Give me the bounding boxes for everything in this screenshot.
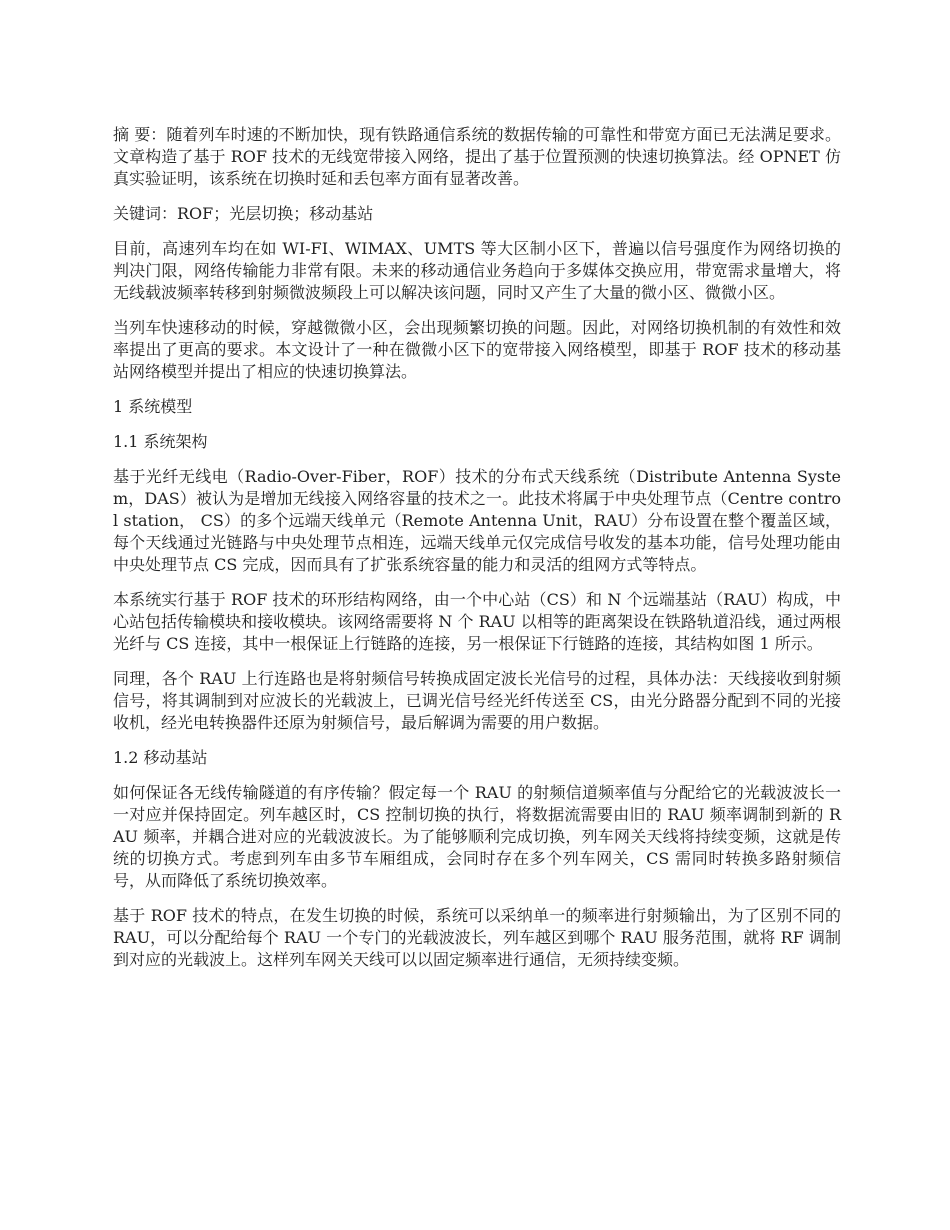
intro-paragraph-2: 当列车快速移动的时候，穿越微微小区，会出现频繁切换的问题。因此，对网络切换机制的有效性和效率提出了更高的要求。本文设计了一种在微微小区下的宽带接入网络模型，即基于 ROF 技术的移动基站网络模型并提出了相应的快速切换算法。 <box>113 318 841 381</box>
abstract-paragraph: 摘 要：随着列车时速的不断加快，现有铁路通信系统的数据传输的可靠性和带宽方面已无法满足要求。文章构造了基于 ROF 技术的无线宽带接入网络，提出了基于位置预测的快速切换算法。经 OPNET 仿真实验证明，该系统在切换时延和丢包率方面有显著改善。 <box>113 125 841 188</box>
section-heading-1-2: 1.2 移动基站 <box>113 748 208 767</box>
document-page <box>113 124 841 984</box>
keywords-line: 关键词：ROF；光层切换；移动基站 <box>113 204 374 223</box>
section-1-1-paragraph-3: 同理，各个 RAU 上行连路也是将射频信号转换成固定波长光信号的过程，具体办法：天线接收到射频信号，将其调制到对应波长的光载波上，已调光信号经光纤传送至 CS，由光分路器分配到不同的光接收机，经光电转换器件还原为射频信号，最后解调为需要的用户数据。 <box>113 669 841 732</box>
section-1-1-paragraph-2: 本系统实行基于 ROF 技术的环形结构网络，由一个中心站（CS）和 N 个远端基站（RAU）构成，中心站包括传输模块和接收模块。该网络需要将 N 个 RAU 以相等的距离架设在铁路轨道沿线，通过两根光纤与 CS 连接，其中一根保证上行链路的连接，另一根保证下行链路的连接，其结构如图 1 所示。 <box>113 590 841 653</box>
section-heading-1: 1 系统模型 <box>113 397 193 416</box>
section-heading-1-1: 1.1 系统架构 <box>113 432 208 451</box>
section-1-2-paragraph-1: 如何保证各无线传输隧道的有序传输？假定每一个 RAU 的射频信道频率值与分配给它的光载波波长一一对应并保持固定。列车越区时，CS 控制切换的执行，将数据流需要由旧的 RAU 频率调制到新的 RAU 频率，并耦合进对应的光载波波长。为了能够顺利完成切换，列车网关天线将持续变频，这就是传统的切换方式。考虑到列车由多节车厢组成，会同时存在多个列车网关，CS 需同时转换多路射频信号，从而降低了系统切换效率。 <box>113 783 841 890</box>
intro-paragraph-1: 目前，高速列车均在如 WI-FI、WIMAX、UMTS 等大区制小区下，普遍以信号强度作为网络切换的判决门限，网络传输能力非常有限。未来的移动通信业务趋向于多媒体交换应用，带宽需求量增大，将无线载波频率转移到射频微波频段上可以解决该问题，同时又产生了大量的微小区、微微小区。 <box>113 239 841 302</box>
section-1-2-paragraph-2: 基于 ROF 技术的特点，在发生切换的时候，系统可以采纳单一的频率进行射频输出，为了区别不同的 RAU，可以分配给每个 RAU 一个专门的光载波波长，列车越区到哪个 RAU 服务范围，就将 RF 调制到对应的光载波上。这样列车网关天线可以以固定频率进行通信，无须持续变频。 <box>113 906 841 969</box>
section-1-1-paragraph-1: 基于光纤无线电（Radio-Over-Fiber，ROF）技术的分布式天线系统（Distribute Antenna System，DAS）被认为是增加无线接入网络容量的技术之一。此技术将属于中央处理节点（Centre control station， CS）的多个远端天线单元（Remote Antenna Unit，RAU）分布设置在整个覆盖区域，每个天线通过光链路与中央处理节点相连，远端天线单元仅完成信号收发的基本功能，信号处理功能由中央处理节点 CS 完成，因而具有了扩张系统容量的能力和灵活的组网方式等特点。 <box>113 467 841 574</box>
